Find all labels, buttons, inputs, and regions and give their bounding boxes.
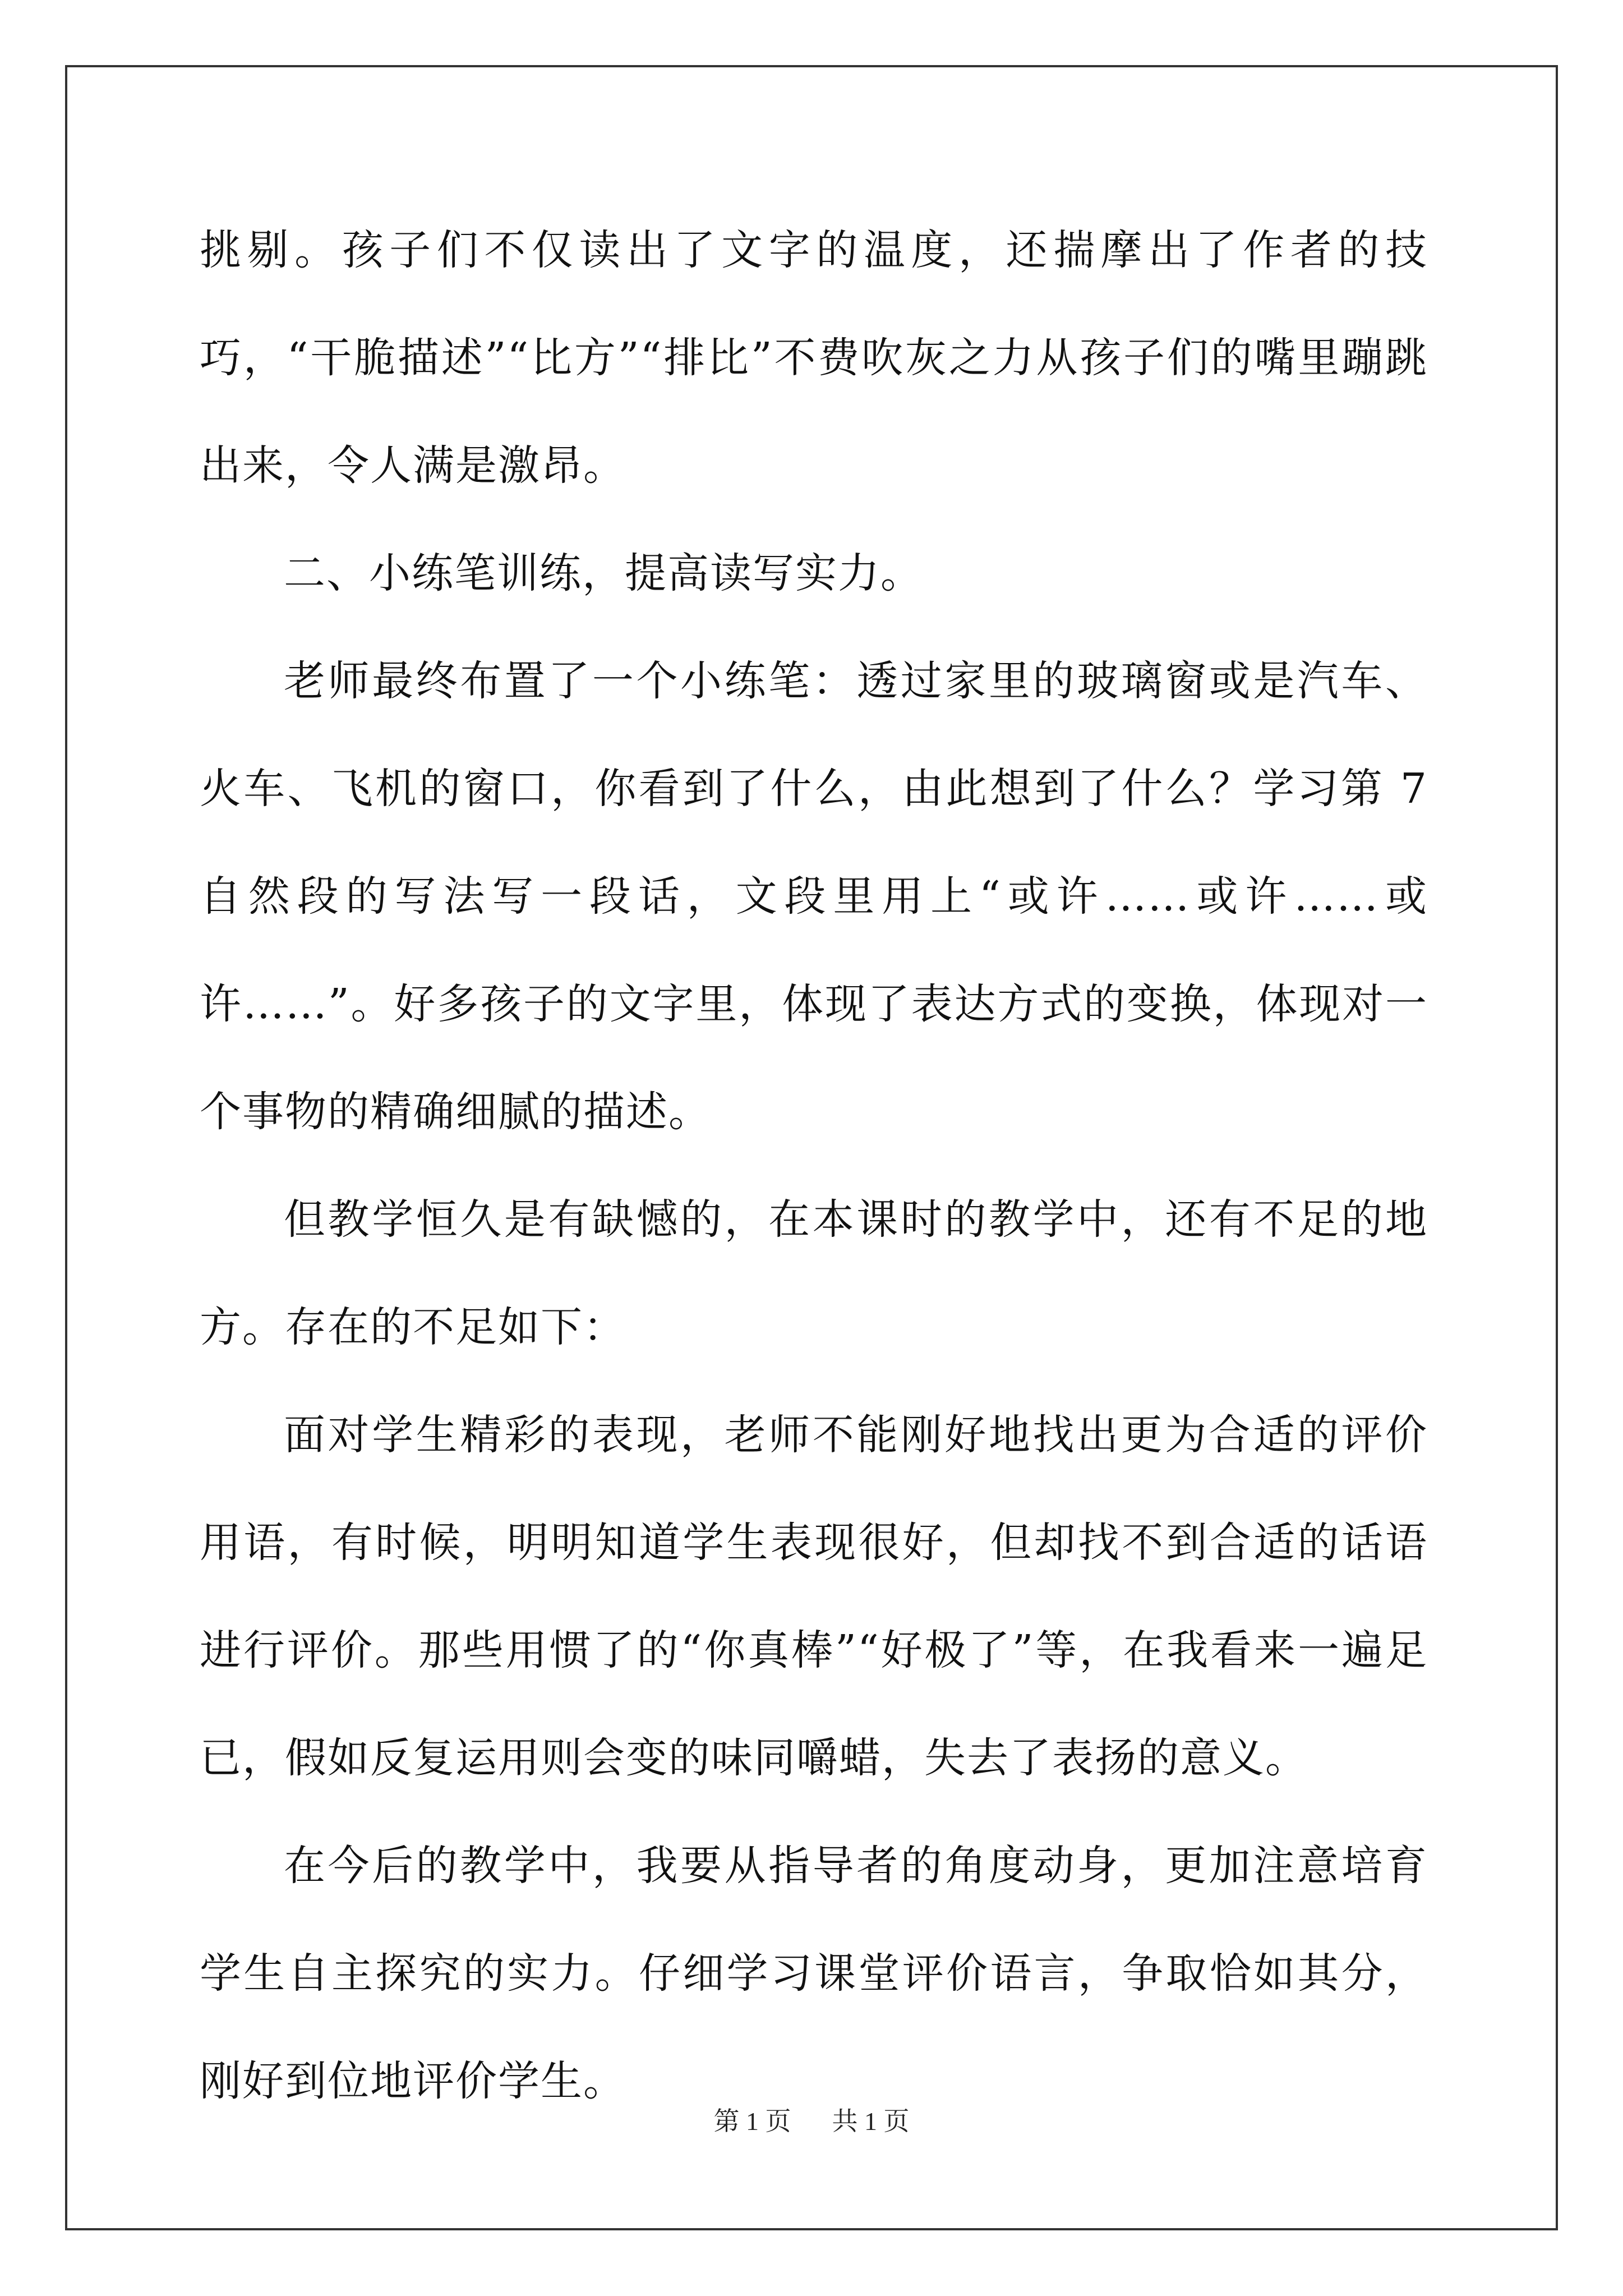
paragraph-2-heading: 二、小练笔训练，提高读写实力。 <box>284 549 923 597</box>
page-number: 第 1 页 <box>713 2107 791 2136</box>
page-footer <box>0 2101 1623 2138</box>
paragraph-6: 在今后的教学中，我要从指导者的角度动身，更加注意培育学生自主探究的实力。仔细学习课堂评价语言，争取恰如其分，刚好到位地评价学生。 <box>200 1842 1428 2105</box>
page-total: 共 1 页 <box>832 2107 910 2136</box>
paragraph-5: 面对学生精彩的表现，老师不能刚好地找出更为合适的评价用语，有时候，明明知道学生表现很好，但却找不到合适的话语进行评价。那些用惯了的“你真棒”“好极了”等，在我看来一遍足已，假如反复运用则会变的味同嚼蜡，失去了表扬的意义。 <box>200 1411 1428 1782</box>
paragraph-4: 但教学恒久是有缺憾的，在本课时的教学中，还有不足的地方。存在的不足如下： <box>200 1195 1428 1351</box>
document-body <box>200 196 1428 2135</box>
paragraph-3: 老师最终布置了一个小练笔：透过家里的玻璃窗或是汽车、火车、飞机的窗口，你看到了什么，由此想到了什么？学习第 7 自然段的写法写一段话，文段里用上“或许……或许……或许……”。好多孩子的文字里，体现了表达方式的变换，体现对一个事物的精确细腻的描述。 <box>200 657 1428 1136</box>
paragraph-1: 挑剔。孩子们不仅读出了文字的温度，还揣摩出了作者的技巧，“干脆描述”“比方”“排比”不费吹灰之力从孩子们的嘴里蹦跳出来，令人满是激昂。 <box>200 226 1428 490</box>
